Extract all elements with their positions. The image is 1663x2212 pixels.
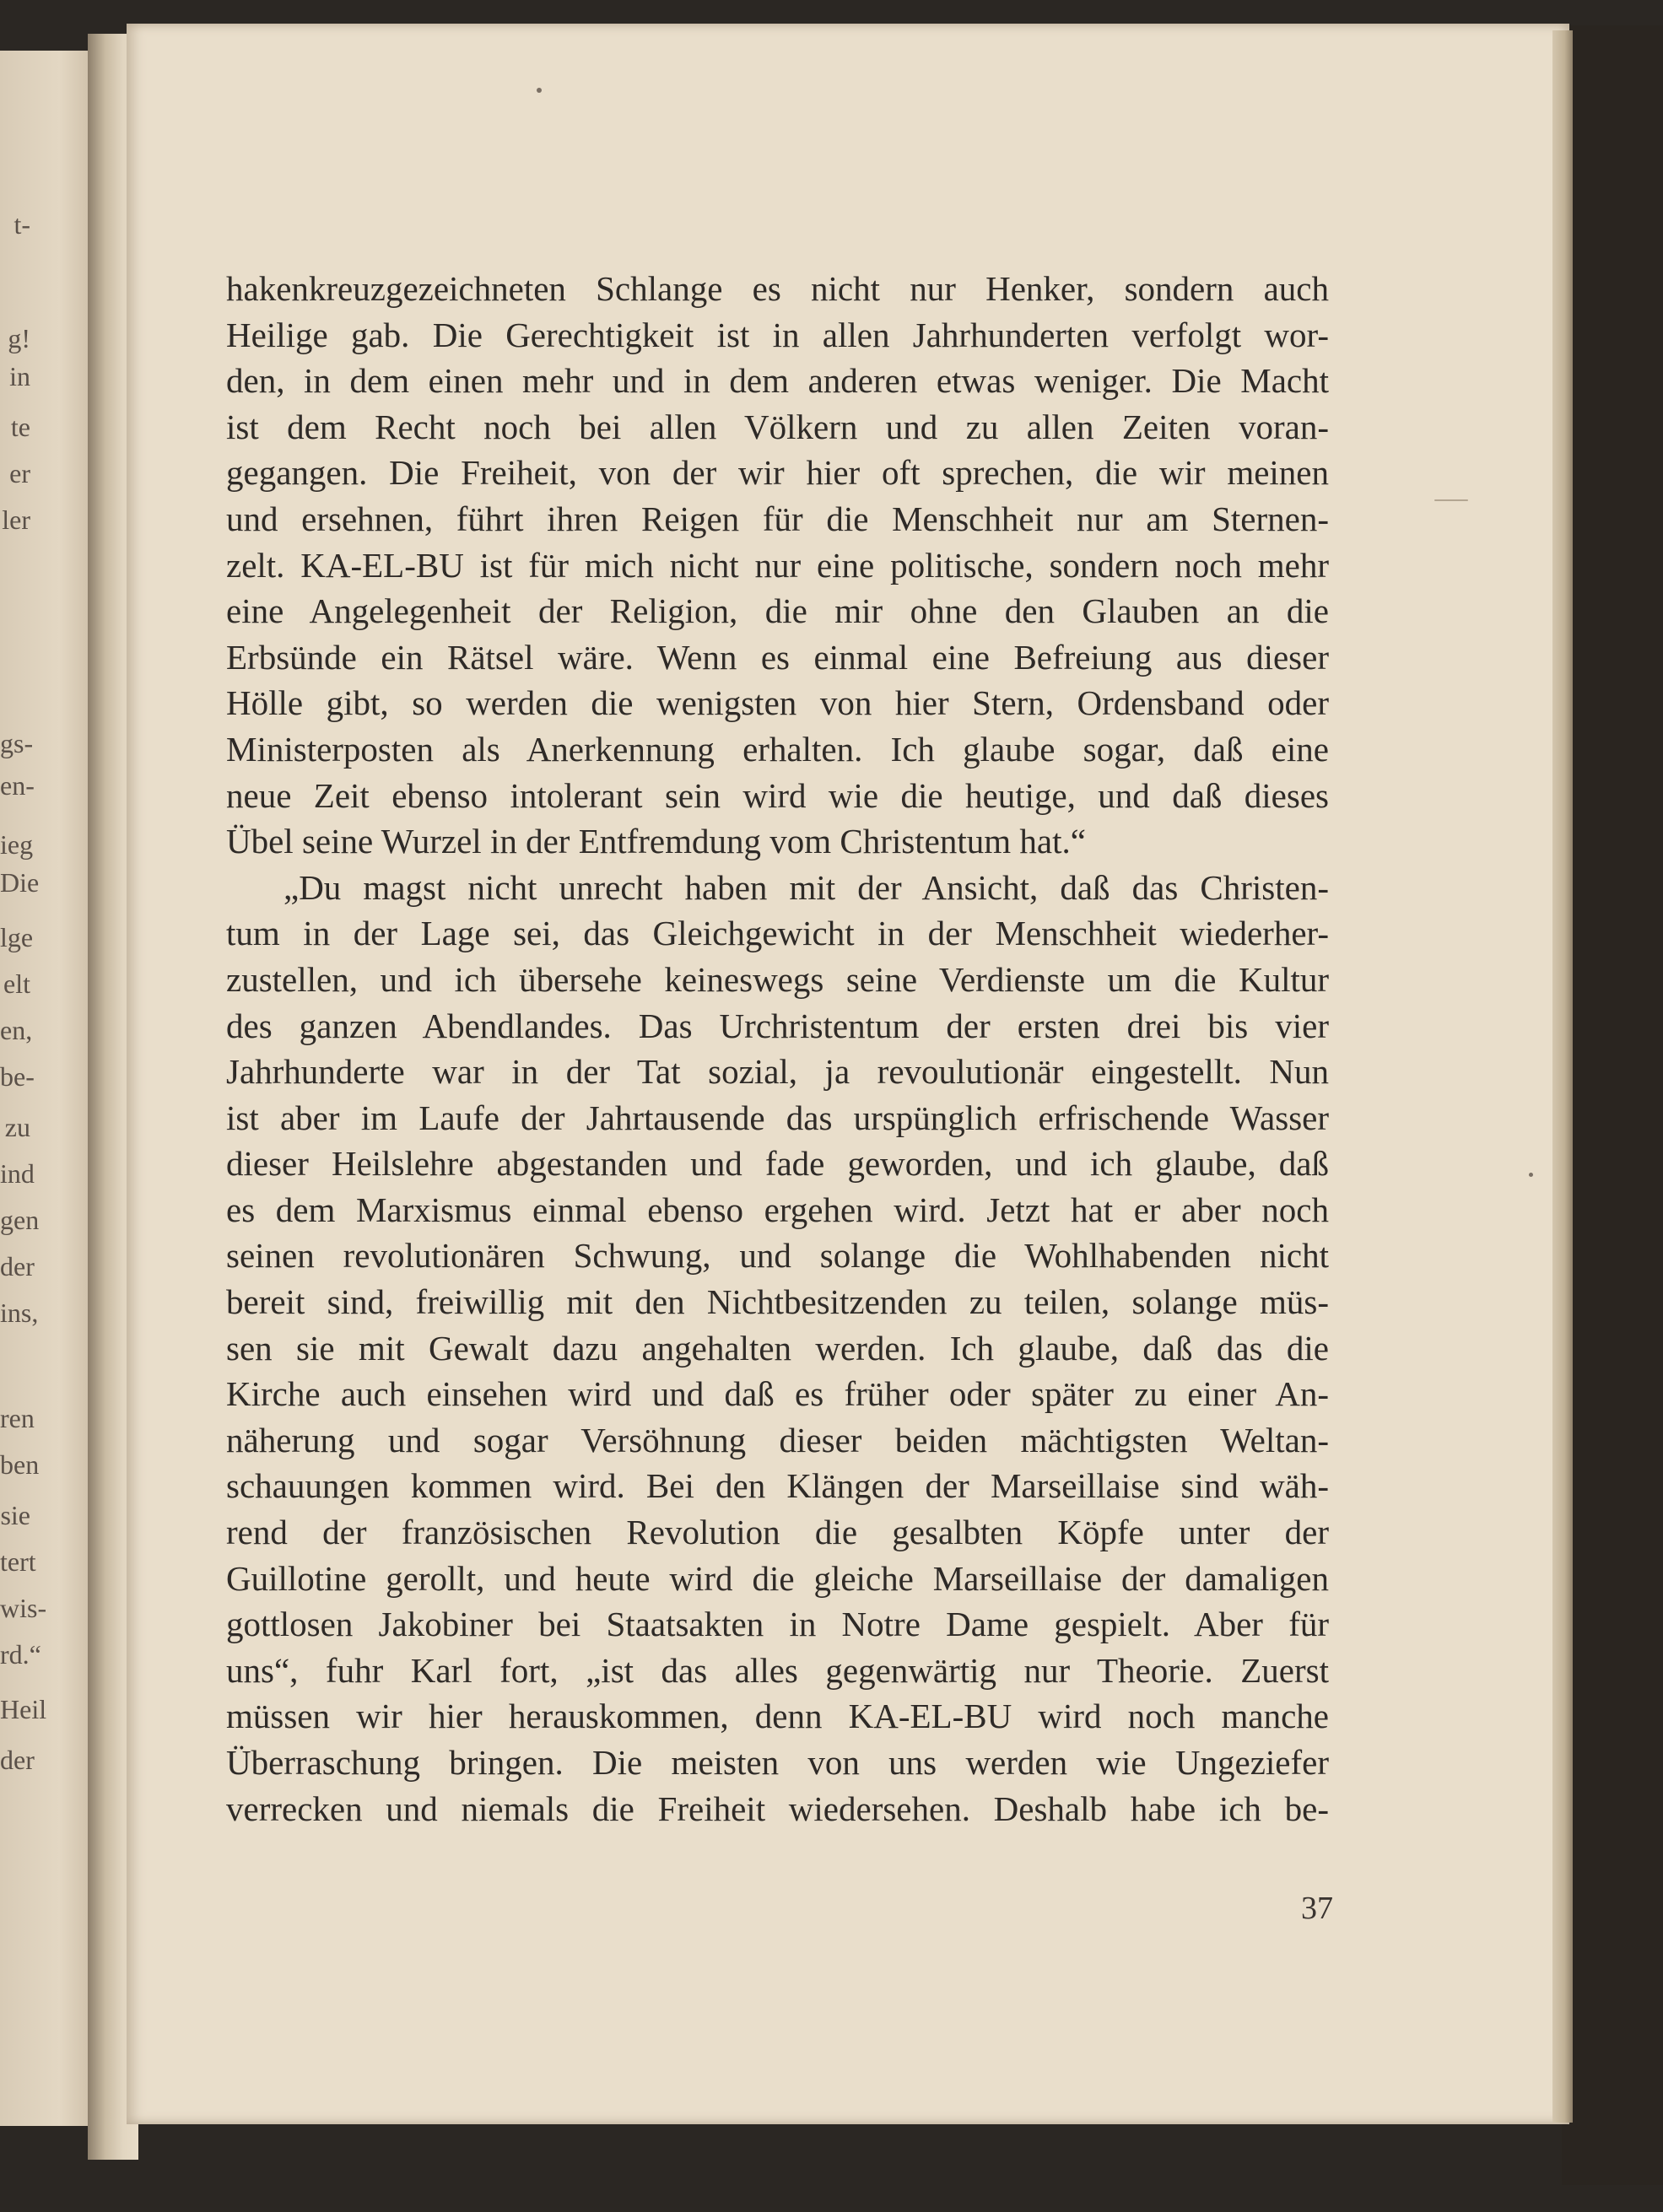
text-line: und ersehnen, führt ihren Reigen für die Menschheit nur am Sternen- [226, 499, 1329, 538]
text-line: Hölle gibt, so werden die wenigsten von hier Stern, Ordensband oder [226, 683, 1329, 723]
page-number: 37 [1301, 1891, 1333, 1926]
body-text [226, 266, 1329, 1832]
facing-page-fragment: tert [0, 1546, 36, 1577]
text-line: es dem Marxismus einmal ebenso ergehen wird. Jetzt hat er aber noch [226, 1190, 1329, 1229]
facing-page-fragment: ler [2, 504, 30, 535]
paper-speck [537, 88, 542, 93]
facing-page-fragment: te [10, 412, 30, 442]
text-line: eine Angelegenheit der Religion, die mir ohne den Glauben an die [226, 591, 1329, 631]
facing-page-fragment: t- [13, 209, 30, 240]
facing-page-fragment: der [0, 1251, 35, 1281]
text-line: schauungen kommen wird. Bei den Klängen der Marseillaise sind wäh- [226, 1466, 1329, 1506]
facing-page-fragment: g! [8, 323, 30, 353]
text-line: zustellen, und ich übersehe keineswegs seine Verdienste um die Kultur [226, 959, 1329, 999]
text-line: müssen wir hier herauskommen, denn KA-EL-BU wird noch manche [226, 1697, 1329, 1736]
text-line: gegangen. Die Freiheit, von der wir hier oft sprechen, die wir meinen [226, 453, 1329, 493]
text-line: Guillotine gerollt, und heute wird die gleiche Marseillaise der damaligen [226, 1558, 1329, 1598]
facing-page-fragment: en, [0, 1015, 33, 1045]
text-line: dieser Heilslehre abgestanden und fade geworden, und ich glaube, daß [226, 1144, 1329, 1184]
facing-page-fragment: gs- [0, 728, 34, 758]
facing-page-fragment: be- [0, 1061, 35, 1092]
facing-page-fragment: en- [0, 770, 35, 801]
text-line: seinen revolutionären Schwung, und solange die Wohlhabenden nicht [226, 1236, 1329, 1276]
text-line: gottlosen Jakobiner bei Staatsakten in Notre Dame gespielt. Aber für [226, 1605, 1329, 1644]
text-line: Jahrhunderte war in der Tat sozial, ja revoulutionär eingestellt. Nun [226, 1052, 1329, 1092]
facing-page-fragment: ins, [0, 1298, 39, 1328]
paper-speck [1529, 1173, 1533, 1177]
text-line: verrecken und niemals die Freiheit wiedersehen. Deshalb habe ich be- [226, 1788, 1329, 1828]
text-line: tum in der Lage sei, das Gleichgewicht in der Menschheit wiederher- [226, 914, 1329, 953]
text-line: ist aber im Laufe der Jahrtausende das urspünglich erfrischende Wasser [226, 1098, 1329, 1137]
text-line: uns“, fuhr Karl fort, „ist das alles gegenwärtig nur Theorie. Zuerst [226, 1650, 1329, 1690]
facing-page-fragment: elt [3, 968, 30, 999]
facing-page-fragment: ind [0, 1158, 35, 1189]
text-line: bereit sind, freiwillig mit den Nichtbesitzenden zu teilen, solange müs- [226, 1282, 1329, 1322]
facing-page-fragment: ren [0, 1403, 35, 1433]
facing-page-fragment: rd.“ [0, 1639, 41, 1670]
text-line: neue Zeit ebenso intolerant sein wird wie die heutige, und daß dieses [226, 775, 1329, 815]
facing-page-fragment: ben [0, 1449, 40, 1480]
text-line: rend der französischen Revolution die gesalbten Köpfe unter der [226, 1513, 1329, 1552]
page-stack-edge [1562, 25, 1663, 2185]
text-line: Übel seine Wurzel in der Entfremdung vom Christentum hat.“ [226, 822, 1086, 861]
facing-page-fragment: der [0, 1745, 35, 1775]
left-page-fragment [0, 51, 100, 2126]
text-line: des ganzen Abendlandes. Das Urchristentum der ersten drei bis vier [226, 1006, 1329, 1045]
text-line: zelt. KA-EL-BU ist für mich nicht nur eine politische, sondern noch mehr [226, 545, 1329, 585]
facing-page-fragment: in [9, 361, 30, 391]
text-line: Erbsünde ein Rätsel wäre. Wenn es einmal eine Befreiung aus dieser [226, 637, 1329, 677]
text-line: Ministerposten als Anerkennung erhalten. Ich glaube sogar, daß eine [226, 729, 1329, 769]
text-line: Überraschung bringen. Die meisten von uns werden wie Ungeziefer [226, 1743, 1329, 1782]
text-line: ist dem Recht noch bei allen Völkern und zu allen Zeiten voran- [226, 407, 1329, 446]
facing-page-fragment: er [9, 458, 30, 488]
text-line: den, in dem einen mehr und in dem anderen etwas weniger. Die Macht [226, 361, 1329, 401]
page-edge [1552, 30, 1573, 2123]
facing-page-fragment: Die [0, 867, 40, 898]
text-line: sen sie mit Gewalt dazu angehalten werden. Ich glaube, daß das die [226, 1328, 1329, 1368]
facing-page-fragment: gen [0, 1205, 40, 1235]
facing-page-fragment: lge [0, 922, 34, 952]
facing-page-fragment: zu [4, 1112, 30, 1142]
facing-page-fragment: sie [0, 1500, 30, 1530]
facing-page-fragment: ieg [0, 829, 34, 860]
paper-speck [1434, 499, 1468, 501]
text-line: näherung und sogar Versöhnung dieser beiden mächtigsten Weltan- [226, 1420, 1329, 1459]
text-line: Kirche auch einsehen wird und daß es früher oder später zu einer An- [226, 1374, 1329, 1414]
facing-page-fragment: wis- [0, 1593, 47, 1623]
facing-page-fragment: Heil [0, 1694, 47, 1724]
text-line: „Du magst nicht unrecht haben mit der Ansicht, daß das Christen- [283, 867, 1329, 907]
text-line: hakenkreuzgezeichneten Schlange es nicht nur Henker, sondern auch [226, 269, 1329, 308]
text-line: Heilige gab. Die Gerechtigkeit ist in allen Jahrhunderten verfolgt wor- [226, 315, 1329, 354]
